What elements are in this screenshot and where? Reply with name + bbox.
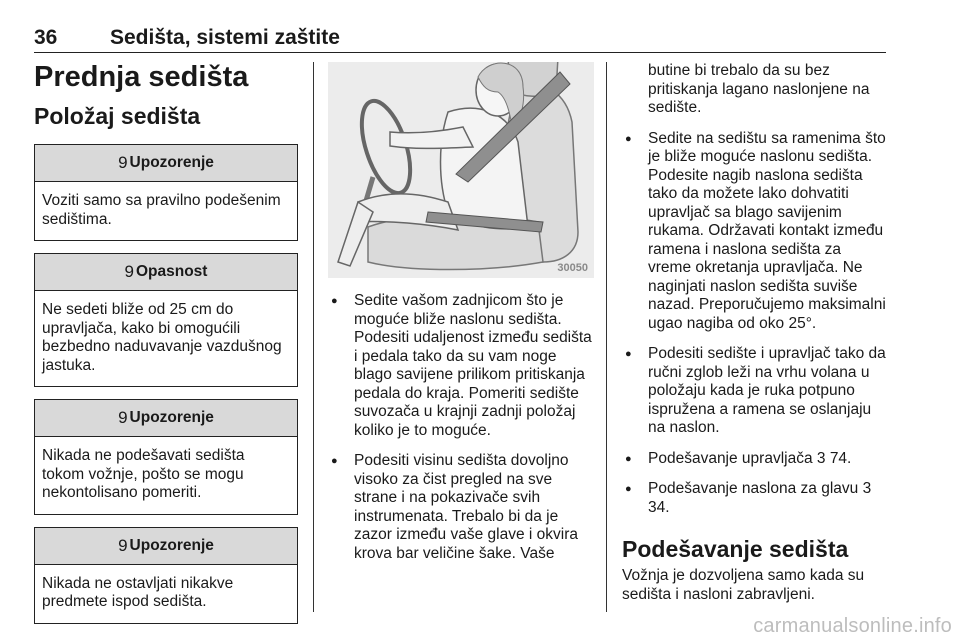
watermark: carmanualsonline.info [753,615,952,637]
warning-icon: 9 [118,153,128,172]
list-item-link[interactable]: ● Podešavanje naslona za glavu 3 34. [622,480,888,517]
page-number: 36 [34,26,58,49]
warning-box [34,144,298,241]
page-title: Prednja sedišta [34,61,249,93]
seat-instructions-list [328,292,594,563]
seat-position-illustration [328,62,594,278]
section-heading: Podešavanje sedišta [622,536,849,562]
warning-text: Nikada ne podešavati sedišta tokom vožnje, pošto se mogu nekontolisano pomeriti. [42,447,245,501]
section-paragraph: Vožnja je dozvoljena samo kada su sedišta i nasloni zabravljeni. [622,567,865,603]
warning-header [35,400,297,437]
warning-box [34,399,298,515]
seat-instructions-list [622,130,888,518]
warning-icon: 9 [124,262,134,281]
warning-text: Nikada ne ostavljati nikakve predmete ispod sedišta. [42,574,234,610]
column-middle [328,60,594,575]
danger-label: Opasnost [135,263,208,280]
driver-seat-drawing [328,62,594,278]
danger-box [34,253,298,387]
warning-label: Upozorenje [129,154,214,171]
danger-text: Ne sedeti bliže od 25 cm do upravljača, kako bi omogućili bezbedno naduvavanje vazdušnog jastuka. [42,301,282,374]
continued-text: butine bi trebalo da su bez pritiskanja lagano naslonjene na sedište. [648,62,870,116]
column-left [34,60,298,636]
list-item: ● Podesiti sedište i upravljač tako da ručni zglob leži na vrhu volana u položaju kada je ruka potpuno ispružena a ramena se oslanjaju na naslon. [622,345,888,438]
danger-header [35,254,297,291]
column-divider [313,62,314,612]
warning-header [35,145,297,182]
warning-label: Upozorenje [129,536,214,554]
warning-label: Upozorenje [129,409,214,426]
list-item: ● Podesiti visinu sedišta dovoljno visoko za čist pregled na sve strane i na pokazivače svih instrumenata. Trebalo bi da je zazor između vaše glave i okvira krova bar veličine šake. Vaše [328,452,594,563]
list-item-link[interactable]: ● Podešavanje upravljača 3 74. [622,450,888,469]
column-divider [606,62,607,612]
warning-icon: 9 [118,408,128,427]
list-item: ● Sedite vašom zadnjicom što je moguće bliže naslonu sedišta. Podesiti udaljenost između sedišta i pedala tako da su vam noge blago savijene prilikom pritiskanja pedala do kraja. Pomeriti sedište suvozača u krajnji zadnji položaj koliko je to moguće. [328,292,594,440]
section-title: Sedišta, sistemi zaštite [110,26,340,49]
page-header [34,12,886,53]
figure-code: 30050 [557,262,588,274]
subsection-title: Položaj sedišta [34,103,201,129]
warning-box [34,527,298,624]
list-item: ● Sedite na sedištu sa ramenima što je bliže moguće naslonu sedišta. Podesite nagib naslona sedišta tako da možete lako dohvatiti upravljač sa blago savijenim rukama. Održavati kontakt između ramena i naslona sedišta za vreme okretanja upravljača. Ne naginjati naslon sedišta suviše nazad. Preporučujemo maksimalni ugao nagiba od oko 25°. [622,130,888,334]
warning-text: Voziti samo sa pravilno podešenim sedištima. [42,192,281,228]
warning-icon: 9 [118,535,128,555]
column-right [622,62,888,604]
warning-header [35,528,297,565]
